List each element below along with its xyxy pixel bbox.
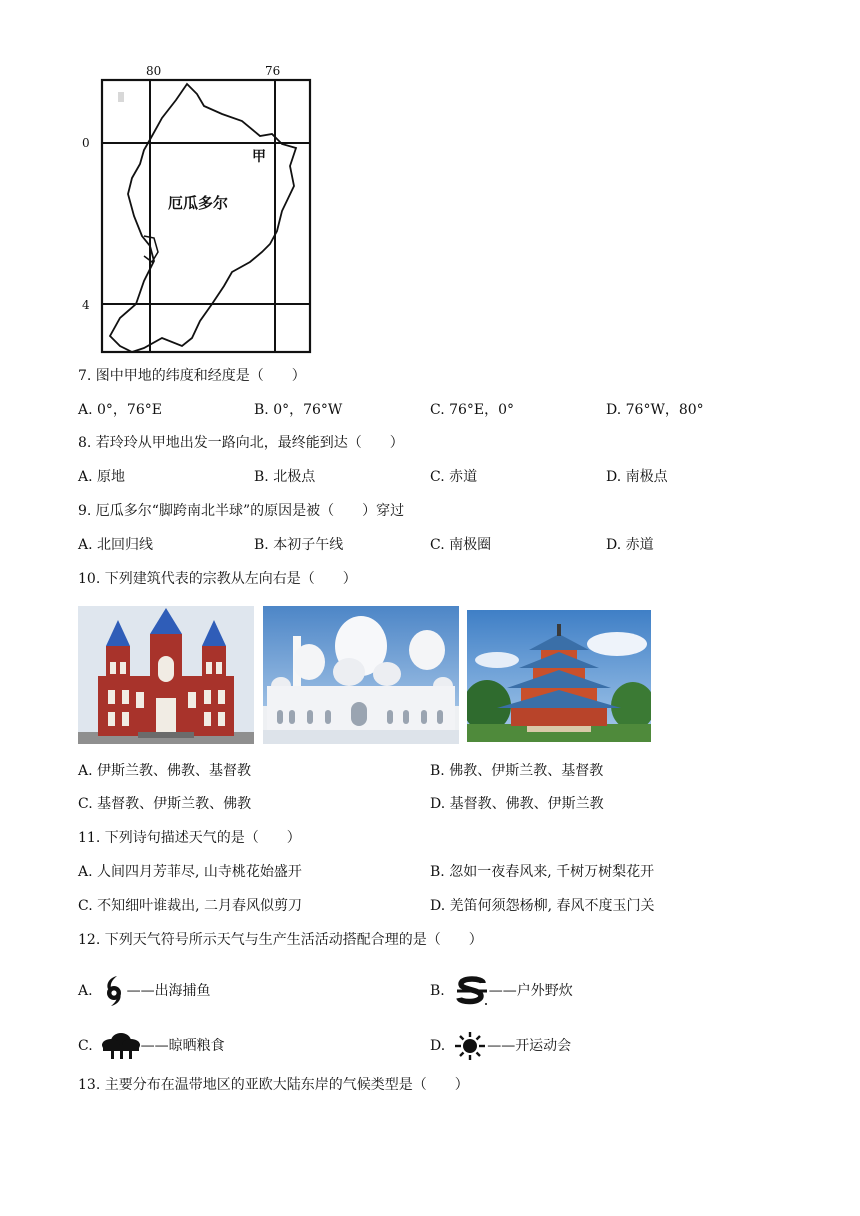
question-9: 9. 厄瓜多尔“脚跨南北半球”的原因是被（ ）穿过	[78, 503, 405, 519]
question-12: 12. 下列天气符号所示天气与生产生活活动搭配合理的是（ ）	[78, 932, 483, 948]
q12-option-d-text: ——开运动会	[487, 1038, 572, 1054]
q12-option-c-letter: C.	[78, 1038, 93, 1054]
q7-option-a: A. 0°，76°E	[78, 402, 162, 418]
q12-option-a-letter: A.	[78, 983, 93, 999]
q7-option-b: B. 0°，76°W	[254, 402, 343, 418]
q12-option-b-text: ——户外野炊	[488, 983, 573, 999]
q7-option-d: D. 76°W，80°	[606, 402, 704, 418]
q12-option-d	[430, 1031, 571, 1061]
q12-option-b	[430, 974, 573, 1008]
q9-option-b: B. 本初子午线	[254, 537, 344, 553]
q8-option-d: D. 南极点	[606, 469, 668, 485]
q12-option-a	[78, 974, 211, 1008]
q10-option-d: D. 基督教、佛教、伊斯兰教	[430, 796, 604, 812]
sandstorm-icon	[455, 974, 489, 1008]
q12-option-c-text: ——晾晒粮食	[140, 1038, 225, 1054]
q8-option-a: A. 原地	[78, 469, 126, 485]
question-8: 8. 若玲玲从甲地出发一路向北，最终能到达（ ）	[78, 435, 404, 451]
q12-option-a-text: ——出海捕鱼	[126, 983, 211, 999]
temple-photo	[467, 610, 651, 742]
q8-option-c: C. 赤道	[430, 469, 478, 485]
church-photo	[78, 606, 254, 744]
q10-option-a: A. 伊斯兰教、佛教、基督教	[78, 763, 252, 779]
question-7: 7. 图中甲地的纬度和经度是（ ）	[78, 368, 306, 384]
q10-option-b: B. 佛教、伊斯兰教、基督教	[430, 763, 604, 779]
question-13: 13. 主要分布在温带地区的亚欧大陆东岸的气候类型是（ ）	[78, 1077, 469, 1093]
ecuador-outline	[110, 84, 296, 352]
q12-option-b-letter: B.	[430, 983, 445, 999]
point-jia-label: 甲	[252, 149, 266, 165]
q7-option-c: C. 76°E，0°	[430, 402, 515, 418]
country-label: 厄瓜多尔	[168, 194, 229, 212]
sunny-icon	[453, 1031, 487, 1061]
typhoon-icon	[101, 974, 127, 1008]
q11-option-c: C. 不知细叶谁裁出, 二月春风似剪刀	[78, 898, 303, 914]
lon-label-left: 80	[146, 64, 162, 78]
map-figure	[82, 66, 318, 360]
question-11: 11. 下列诗句描述天气的是（ ）	[78, 830, 301, 846]
lat-label-top: 0	[82, 136, 90, 150]
q9-option-c: C. 南极圈	[430, 537, 492, 553]
q9-option-a: A. 北回归线	[78, 537, 154, 553]
ecuador-map	[82, 66, 318, 360]
question-10: 10. 下列建筑代表的宗教从左向右是（ ）	[78, 571, 357, 587]
lat-label-bottom: 4	[82, 298, 90, 312]
rain-cloud-icon	[101, 1031, 141, 1061]
q9-option-d: D. 赤道	[606, 537, 654, 553]
mosque-photo	[263, 606, 459, 744]
q11-option-a: A. 人间四月芳菲尽, 山寺桃花始盛开	[78, 864, 302, 880]
q12-option-c	[78, 1031, 225, 1061]
q12-option-d-letter: D.	[430, 1038, 446, 1054]
lon-label-right: 76	[265, 64, 281, 78]
q10-option-c: C. 基督教、伊斯兰教、佛教	[78, 796, 252, 812]
q11-option-d: D. 羌笛何须怨杨柳, 春风不度玉门关	[430, 898, 655, 914]
q8-option-b: B. 北极点	[254, 469, 316, 485]
q11-option-b: B. 忽如一夜春风来, 千树万树梨花开	[430, 864, 655, 880]
